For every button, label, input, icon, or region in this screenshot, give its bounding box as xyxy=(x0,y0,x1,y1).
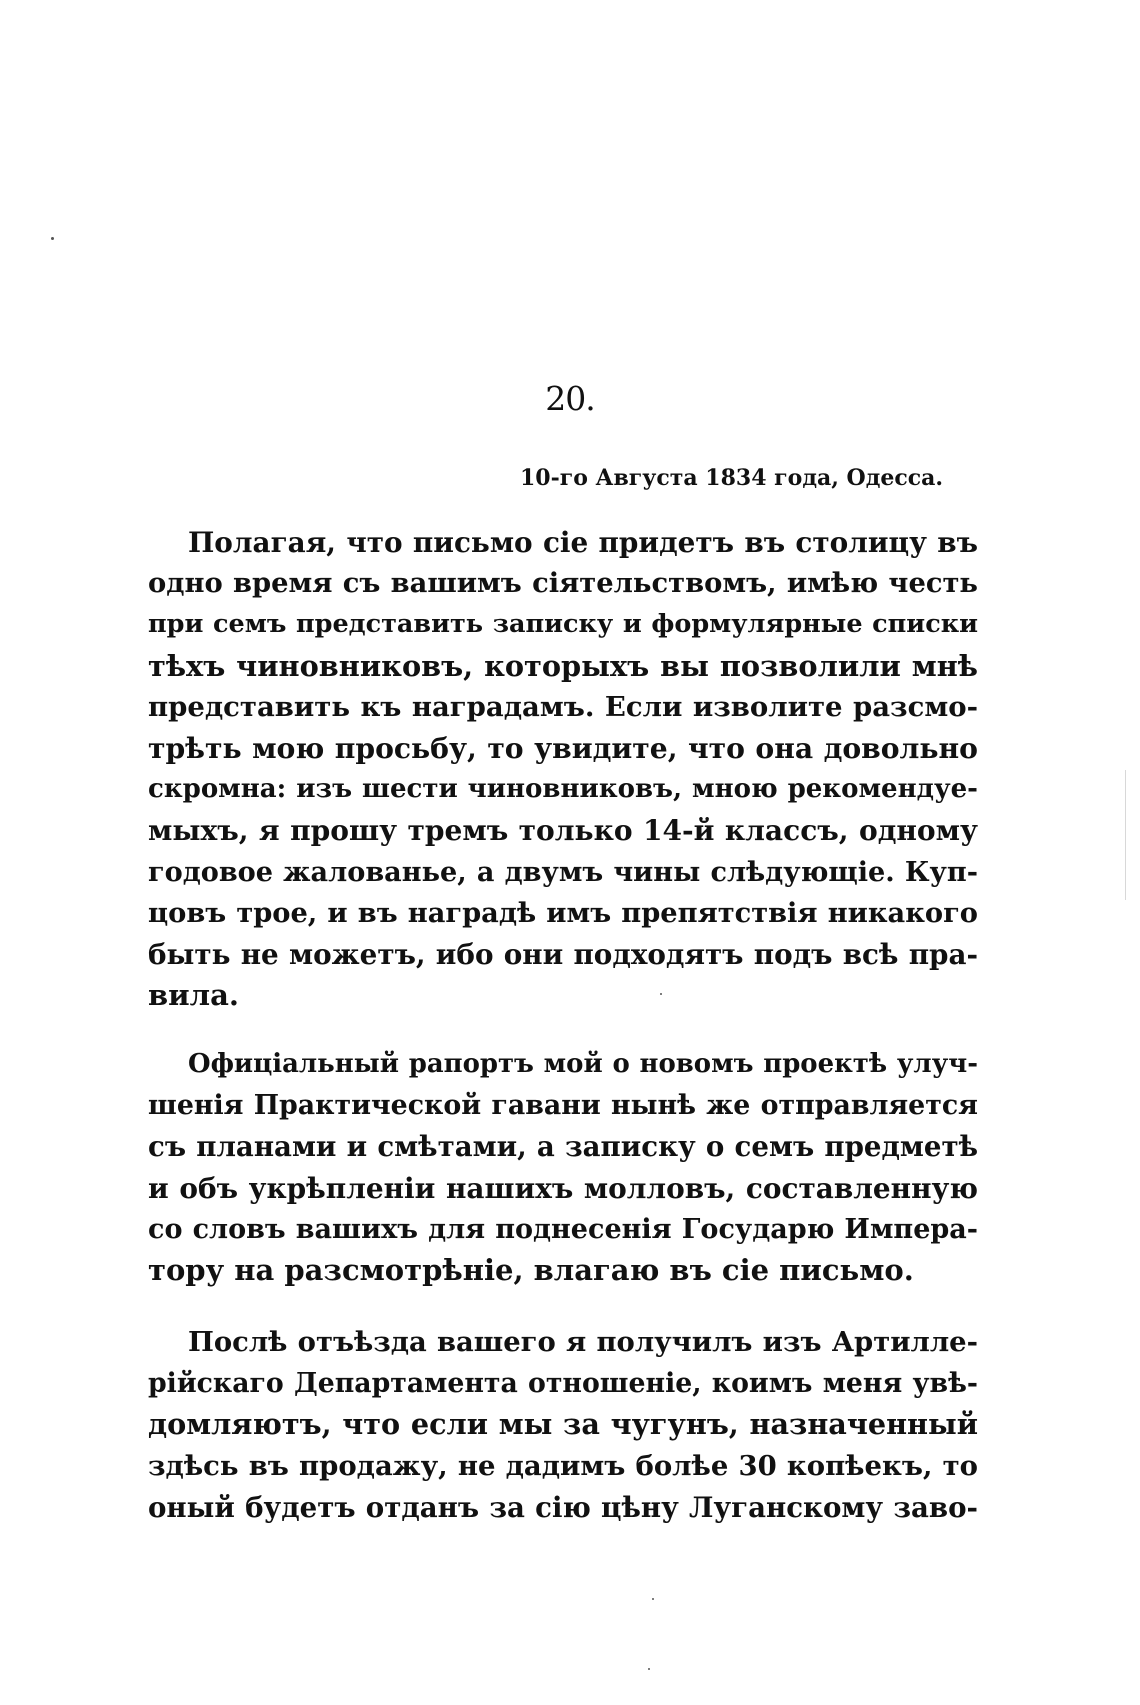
text-line: представить къ наградамъ. Если изволите разсмо- xyxy=(148,690,978,723)
text-line: скромна: изъ шести чиновниковъ, мною рекомендуе- xyxy=(148,774,978,805)
text-line: одно время съ вашимъ сіятельствомъ, имѣю честь xyxy=(148,567,978,600)
paragraph-2 xyxy=(148,1044,978,1291)
text-line: годовое жалованье, а двумъ чины слѣдующіе. Куп- xyxy=(148,856,978,888)
text-line: при семъ представить записку и формулярные списки xyxy=(148,609,978,640)
text-line: тѣхъ чиновниковъ, которыхъ вы позволили мнѣ xyxy=(148,648,978,683)
text-line: съ планами и смѣтами, а записку о семъ предметѣ xyxy=(148,1130,978,1164)
text-line: со словъ вашихъ для поднесенія Государю Импера- xyxy=(148,1213,978,1245)
paragraph-3 xyxy=(148,1322,978,1528)
text-line: рійскаго Департамента отношеніе, коимъ меня увѣ- xyxy=(148,1368,978,1400)
text-line: шенія Практической гавани нынѣ же отправляется xyxy=(148,1090,978,1122)
text-line: Послѣ отъѣзда вашего я получилъ изъ Артилле- xyxy=(188,1326,978,1358)
scan-speck xyxy=(652,1598,654,1600)
text-line: здѣсь въ продажу, не дадимъ болѣе 30 копѣекъ, то xyxy=(148,1449,978,1482)
text-line: тору на разсмотрѣніе, влагаю въ сіе письмо. xyxy=(148,1252,914,1287)
scan-speck xyxy=(648,1668,650,1670)
text-line: цовъ трое, и въ наградѣ имъ препятствія никакого xyxy=(148,896,978,929)
text-line: и объ укрѣпленіи нашихъ молловъ, составленную xyxy=(148,1171,978,1205)
letter-dateline: 10-го Августа 1834 года, Одесса. xyxy=(520,465,944,491)
paragraph-1 xyxy=(148,522,978,1016)
text-line: трѣть мою просьбу, то увидите, что она довольно xyxy=(148,731,978,765)
text-line: вила. xyxy=(148,978,239,1013)
text-line: быть не можетъ, ибо они подходятъ подъ всѣ пра- xyxy=(148,937,978,971)
scan-speck xyxy=(51,237,54,240)
text-line: домляютъ, что если мы за чугунъ, назначенный xyxy=(148,1407,978,1442)
text-line: Полагая, что письмо сіе придетъ въ столицу въ xyxy=(188,526,978,559)
text-line: мыхъ, я прошу тремъ только 14-й классъ, одному xyxy=(148,814,978,848)
scan-edge-mark xyxy=(1125,770,1126,900)
text-line: оный будетъ отданъ за сію цѣну Луганскому заво- xyxy=(148,1490,978,1524)
letter-number: 20. xyxy=(545,379,595,418)
text-line: Офиціальный рапортъ мой о новомъ проектѣ улуч- xyxy=(188,1049,978,1079)
